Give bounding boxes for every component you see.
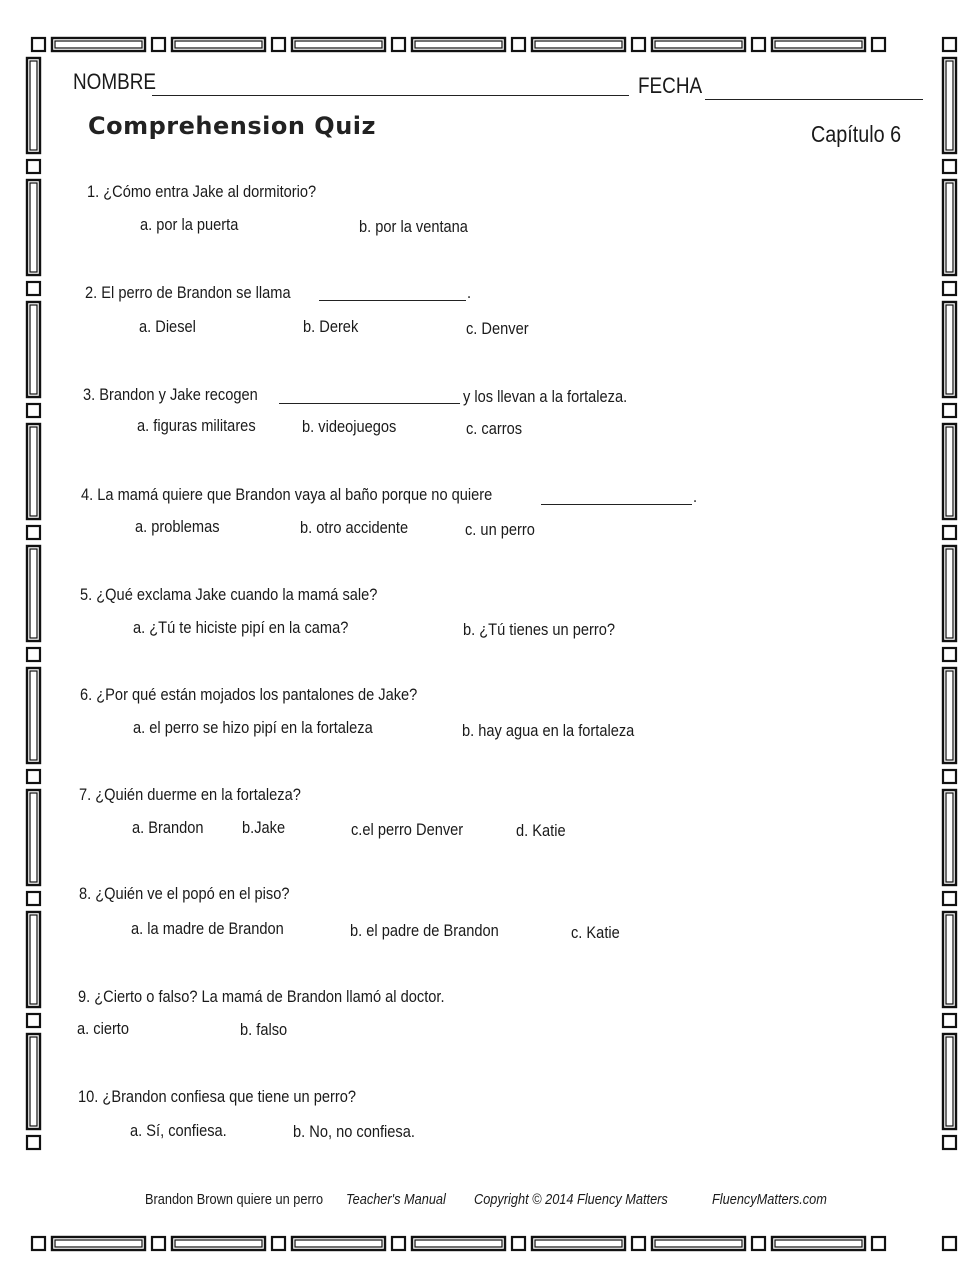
- question-9-option-b[interactable]: b. falso: [240, 1020, 288, 1039]
- border-square: [872, 1237, 885, 1250]
- question-6-option-a[interactable]: a. el perro se hizo pipí en la fortaleza: [133, 718, 373, 737]
- border-bar-inner: [946, 793, 953, 882]
- border-square: [943, 892, 956, 905]
- border-square: [27, 648, 40, 661]
- border-square: [152, 38, 165, 51]
- border-square: [632, 38, 645, 51]
- border-square: [27, 282, 40, 295]
- border-square: [872, 38, 885, 51]
- border-square: [752, 1237, 765, 1250]
- border-bar-inner: [30, 915, 37, 1004]
- border-bar: [27, 790, 40, 885]
- border-bar-inner: [775, 1240, 862, 1247]
- border-bar: [652, 1237, 745, 1250]
- border-bar-inner: [30, 549, 37, 638]
- border-square: [272, 1237, 285, 1250]
- question-1-option-a[interactable]: a. por la puerta: [140, 215, 239, 234]
- date-field-line[interactable]: [705, 99, 923, 100]
- footer-website[interactable]: FluencyMatters.com: [712, 1192, 827, 1208]
- border-bar: [943, 912, 956, 1007]
- name-field-line[interactable]: [152, 95, 629, 96]
- border-square: [27, 1014, 40, 1027]
- footer-book-title: Brandon Brown quiere un perro: [145, 1192, 324, 1208]
- border-bar: [772, 38, 865, 51]
- border-bar: [943, 58, 956, 153]
- border-bar-inner: [946, 61, 953, 150]
- border-square: [27, 1136, 40, 1149]
- border-square: [943, 770, 956, 783]
- border-bar-inner: [175, 41, 262, 48]
- border-bar: [292, 1237, 385, 1250]
- border-bar: [52, 38, 145, 51]
- question-4-prompt: 4. La mamá quiere que Brandon vaya al baño porque no quiere: [81, 485, 493, 504]
- border-square: [512, 38, 525, 51]
- question-2-blank[interactable]: [319, 300, 466, 301]
- border-bar: [943, 668, 956, 763]
- border-bar: [532, 38, 625, 51]
- border-bar: [52, 1237, 145, 1250]
- question-3-option-c[interactable]: c. carros: [466, 419, 523, 438]
- border-square: [752, 38, 765, 51]
- border-bar-inner: [30, 1037, 37, 1126]
- border-square: [943, 1237, 956, 1250]
- question-7-prompt: 7. ¿Quién duerme en la fortaleza?: [79, 785, 301, 804]
- question-3-option-b[interactable]: b. videojuegos: [302, 417, 397, 436]
- question-7-option-c[interactable]: c.el perro Denver: [351, 820, 464, 839]
- border-square: [272, 38, 285, 51]
- border-bar-inner: [30, 427, 37, 516]
- border-bar-inner: [415, 1240, 502, 1247]
- question-10-option-a[interactable]: a. Sí, confiesa.: [130, 1121, 227, 1140]
- border-bar: [412, 38, 505, 51]
- border-bar-inner: [946, 1037, 953, 1126]
- border-square: [943, 1014, 956, 1027]
- border-square: [943, 648, 956, 661]
- question-4-blank[interactable]: [541, 504, 692, 505]
- border-bar: [27, 180, 40, 275]
- question-7-option-b[interactable]: b.Jake: [242, 818, 286, 837]
- border-bar: [943, 180, 956, 275]
- border-bar: [532, 1237, 625, 1250]
- border-bar-inner: [30, 305, 37, 394]
- border-bar: [27, 58, 40, 153]
- border-square: [27, 526, 40, 539]
- border-bar-inner: [55, 1240, 142, 1247]
- border-bar-inner: [946, 305, 953, 394]
- border-bar: [943, 790, 956, 885]
- border-bar: [27, 668, 40, 763]
- question-3-option-a[interactable]: a. figuras militares: [137, 416, 256, 435]
- date-label: FECHA: [638, 73, 703, 98]
- border-bar: [943, 424, 956, 519]
- border-bar-inner: [946, 915, 953, 1004]
- border-bar-inner: [775, 41, 862, 48]
- footer-manual: Teacher's Manual: [346, 1192, 446, 1208]
- name-label: NOMBRE: [73, 69, 157, 94]
- question-2-option-b[interactable]: b. Derek: [303, 317, 359, 336]
- question-8-option-c[interactable]: c. Katie: [571, 923, 620, 942]
- border-square: [943, 160, 956, 173]
- border-bar: [772, 1237, 865, 1250]
- border-bar-inner: [30, 183, 37, 272]
- border-bar: [292, 38, 385, 51]
- border-bar-inner: [946, 549, 953, 638]
- border-square: [943, 1136, 956, 1149]
- border-bar: [943, 1034, 956, 1129]
- question-9-prompt: 9. ¿Cierto o falso? La mamá de Brandon llamó al doctor.: [78, 987, 445, 1006]
- border-bar-inner: [295, 41, 382, 48]
- border-bar: [27, 424, 40, 519]
- question-3-prompt: 3. Brandon y Jake recogen: [83, 385, 258, 404]
- border-bar-inner: [535, 1240, 622, 1247]
- border-square: [152, 1237, 165, 1250]
- question-7-option-d[interactable]: d. Katie: [516, 821, 566, 840]
- question-6-option-b[interactable]: b. hay agua en la fortaleza: [462, 721, 635, 740]
- question-2-option-a[interactable]: a. Diesel: [139, 317, 196, 336]
- border-bar: [943, 302, 956, 397]
- border-bar-inner: [30, 793, 37, 882]
- border-bar-inner: [535, 41, 622, 48]
- border-square: [27, 404, 40, 417]
- border-square: [27, 770, 40, 783]
- border-square: [512, 1237, 525, 1250]
- border-bar: [652, 38, 745, 51]
- border-square: [943, 38, 956, 51]
- question-7-option-a[interactable]: a. Brandon: [132, 818, 204, 837]
- question-3-blank[interactable]: [279, 403, 460, 404]
- border-square: [632, 1237, 645, 1250]
- border-bar: [27, 302, 40, 397]
- border-square: [392, 38, 405, 51]
- question-1-prompt: 1. ¿Cómo entra Jake al dormitorio?: [87, 182, 317, 201]
- question-8-prompt: 8. ¿Quién ve el popó en el piso?: [79, 884, 290, 903]
- border-bar-inner: [30, 61, 37, 150]
- border-bar-inner: [946, 671, 953, 760]
- question-4-option-a[interactable]: a. problemas: [135, 517, 220, 536]
- border-bar-inner: [30, 671, 37, 760]
- question-6-prompt: 6. ¿Por qué están mojados los pantalones de Jake?: [80, 685, 418, 704]
- question-8-option-b[interactable]: b. el padre de Brandon: [350, 921, 499, 940]
- border-square: [943, 282, 956, 295]
- border-square: [943, 404, 956, 417]
- question-4-option-b[interactable]: b. otro accidente: [300, 518, 409, 537]
- question-9-option-a[interactable]: a. cierto: [77, 1019, 130, 1038]
- border-bar-inner: [415, 41, 502, 48]
- border-bar: [27, 1034, 40, 1129]
- question-10-option-b[interactable]: b. No, no confiesa.: [293, 1122, 415, 1141]
- border-bar-inner: [655, 1240, 742, 1247]
- border-square: [27, 160, 40, 173]
- question-3-prompt-end: y los llevan a la fortaleza.: [463, 387, 628, 406]
- chapter-label: Capítulo 6: [811, 121, 902, 147]
- footer-copyright: Copyright © 2014 Fluency Matters: [474, 1192, 668, 1208]
- question-10-prompt: 10. ¿Brandon confiesa que tiene un perro?: [78, 1087, 356, 1106]
- border-bar-inner: [55, 41, 142, 48]
- border-bar-inner: [655, 41, 742, 48]
- border-square: [392, 1237, 405, 1250]
- question-5-prompt: 5. ¿Qué exclama Jake cuando la mamá sale?: [80, 585, 378, 604]
- border-square: [27, 892, 40, 905]
- question-4-option-c[interactable]: c. un perro: [465, 520, 535, 539]
- question-2-option-c[interactable]: c. Denver: [466, 319, 529, 338]
- question-8-option-a[interactable]: a. la madre de Brandon: [131, 919, 284, 938]
- question-4-prompt-end: .: [693, 487, 698, 506]
- border-square: [32, 38, 45, 51]
- border-bar: [172, 38, 265, 51]
- question-5-option-a[interactable]: a. ¿Tú te hiciste pipí en la cama?: [133, 618, 349, 637]
- border-bar: [27, 546, 40, 641]
- border-bar: [943, 546, 956, 641]
- border-bar-inner: [175, 1240, 262, 1247]
- border-bar: [412, 1237, 505, 1250]
- border-bar-inner: [295, 1240, 382, 1247]
- border-bar: [27, 912, 40, 1007]
- question-2-prompt-end: .: [467, 283, 472, 302]
- border-square: [943, 526, 956, 539]
- question-1-option-b[interactable]: b. por la ventana: [359, 217, 468, 236]
- page-title: Comprehension Quiz: [88, 112, 376, 140]
- border-bar: [172, 1237, 265, 1250]
- question-2-prompt: 2. El perro de Brandon se llama: [85, 283, 291, 302]
- border-bar-inner: [946, 183, 953, 272]
- border-bar-inner: [946, 427, 953, 516]
- border-square: [32, 1237, 45, 1250]
- question-5-option-b[interactable]: b. ¿Tú tienes un perro?: [463, 620, 615, 639]
